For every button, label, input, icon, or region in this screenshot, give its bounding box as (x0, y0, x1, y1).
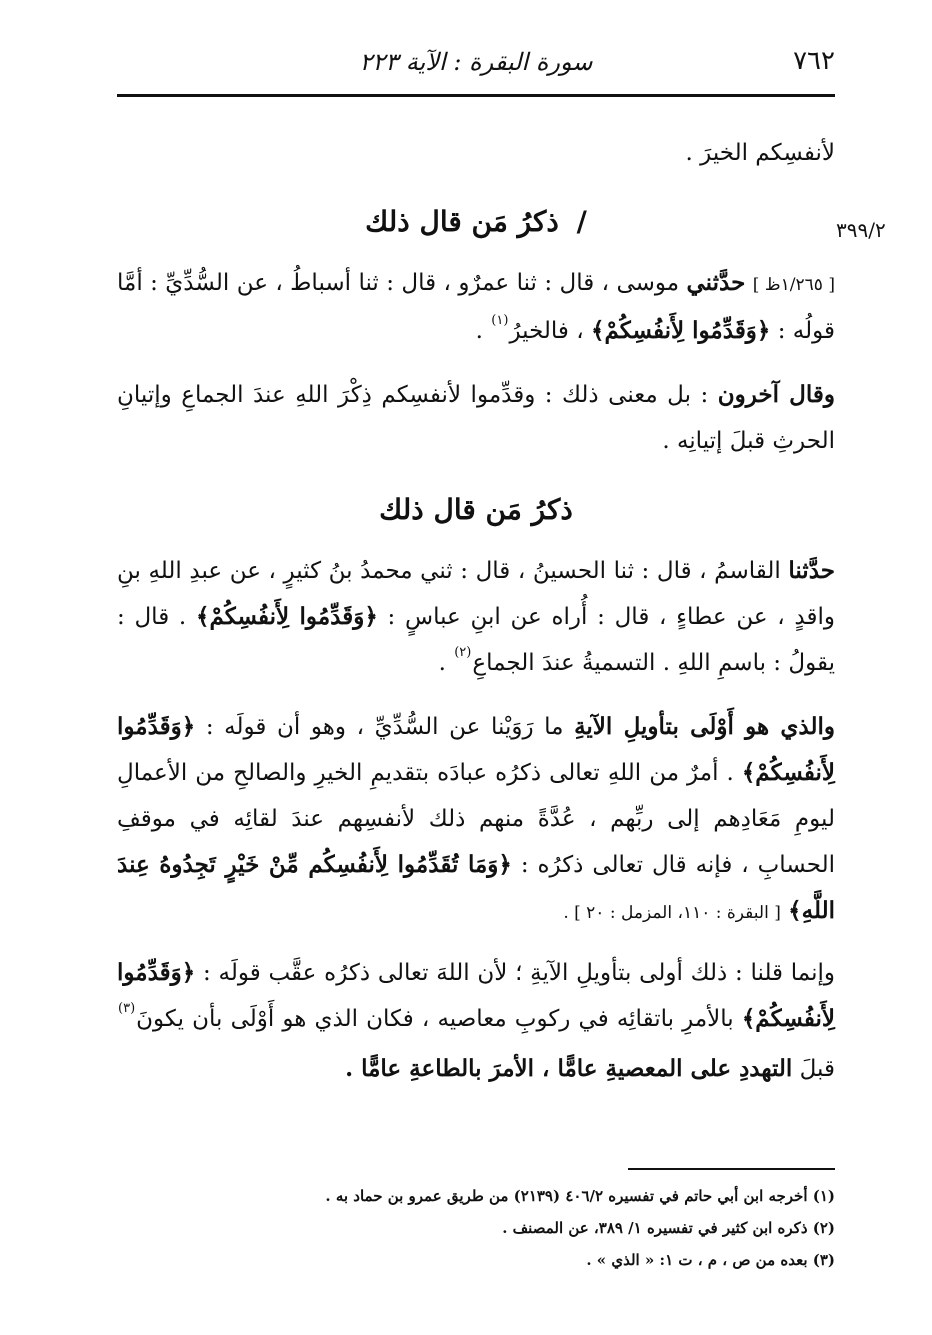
footnote: (٣) بعده من ص ، م ، ت ١: « الذي » . (586, 1251, 835, 1269)
heading-text: ذكرُ مَن قال ذلك (365, 205, 559, 238)
margin-reference: ٣٩٩/٢ (836, 218, 886, 242)
main-text (117, 130, 835, 1092)
footnote-marker: (٣) (118, 1001, 136, 1016)
paragraph-lead: وقال آخرون (717, 381, 835, 408)
section-heading-2: ذكرُ مَن قال ذلك (379, 493, 573, 526)
paragraph-text: وإنما قلنا : ذلك أولى بتأويلِ الآيةِ ؛ لأن اللهَ تعالى ذكرُه عقَّب قولَه : (203, 960, 835, 986)
quran-quote: ﴿وَقَدِّمُوا لِأَنفُسِكُمْ﴾ (590, 317, 771, 344)
paragraph-6 (117, 950, 835, 1092)
quran-quote: ﴿وَقَدِّمُوا لِأَنفُسِكُمْ﴾ (195, 603, 378, 630)
paragraph-text-bold: التهددِ على المعصيةِ عامًّا ، الأمرَ بالطاعةِ عامًّا . (345, 1055, 793, 1082)
paragraph-text: . (475, 318, 483, 344)
footnote: (٢) ذكره ابن كثير في تفسيره ١/ ٣٨٩، عن المصنف . (502, 1219, 835, 1237)
footnote-marker: (١) (491, 313, 509, 328)
paragraph-text: . (438, 650, 446, 676)
page-header (117, 42, 835, 92)
paragraph-text: . قال : يقولُ : باسمِ اللهِ . التسميةُ عندَ الجماعِ (117, 604, 835, 676)
running-title: سورة البقرة : الآية ٢٢٣ (359, 48, 593, 76)
manuscript-reference: [ ١/٢٦٥ظ ] (752, 275, 836, 295)
paragraph-2 (117, 260, 835, 358)
footnote-rule (628, 1168, 835, 1170)
paragraph-5 (117, 704, 835, 936)
verse-reference: [ البقرة : ١١٠، المزمل : ٢٠ ] . (563, 903, 781, 923)
quran-quote: ﴿وَقَدِّمُوا لِأَنفُسِكُمْ﴾ (117, 713, 835, 786)
page-number: ٧٦٢ (793, 46, 835, 76)
paragraph-lead: حدَّثنا (788, 557, 835, 584)
paragraph-text: : بل معنى ذلك : وقدِّموا لأنفسِكم ذِكْرَ اللهِ عندَ الجماعِ وإتيانِ الحرثِ قبلَ إتيانِه . (117, 382, 835, 454)
quran-quote: ﴿وَقَدِّمُوا لِأَنفُسِكُمْ﴾ (117, 959, 835, 1032)
paragraph-text: موسى ، قال : ثنا عمرٌو ، قال : ثنا أسباطُ ، عن السُّدِّيِّ : أمَّا قولُه : (117, 270, 835, 344)
paragraph-text: بالأمرِ باتقائِه في ركوبِ معاصيه ، فكان الذي هو أَوْلَى بأن يكونَ (136, 1006, 734, 1032)
header-rule (117, 94, 835, 97)
footnotes (117, 1180, 835, 1276)
paragraph-1: لأنفسِكم الخيرَ . (685, 140, 835, 166)
quran-quote: ﴿وَمَا تُقَدِّمُوا لِأَنفُسِكُم مِّنْ خَيْرٍ تَجِدُوهُ عِندَ اللَّهِ﴾ (117, 851, 835, 924)
footnote-marker: (٢) (454, 645, 472, 660)
paragraph-text: ما رَوَيْنا عن السُّدِّيِّ ، وهو أن قولَه : (205, 714, 564, 740)
paragraph-3 (117, 372, 835, 464)
paragraph-4 (117, 548, 835, 690)
paragraph-text: القاسمُ ، قال : ثنا الحسينُ ، قال : ثني محمدُ بنُ كثيرٍ ، عن عبدِ اللهِ بنِ واقدٍ ، عن عطاءٍ ، قال : أُراه عن ابنِ عباسٍ : (117, 558, 835, 630)
footnote: (١) أخرجه ابن أبي حاتم في تفسيره ٤٠٦/٢ (٢١٣٩) من طريق عمرو بن حماد به . (325, 1187, 835, 1205)
paragraph-lead: والذي هو أَوْلَى بتأويلِ الآيةِ (574, 713, 836, 740)
paragraph-lead: حدَّثني (686, 269, 746, 296)
heading-slash: / (576, 205, 587, 238)
section-heading-1 (117, 198, 835, 246)
paragraph-text: ، فالخيرُ (509, 318, 584, 344)
paragraph-text: قبلَ (799, 1056, 835, 1082)
paragraph-text: . أمرٌ من اللهِ تعالى ذكرُه عبادَه بتقديمِ الخيرِ والصالحِ من الأعمالِ ليومِ مَعَادِهم إلى ربِّهم ، عُدَّةً منهم ذلك لأنفسِهم عندَ لقائِه في موقفِ الحسابِ ، فإنه قال تعالى ذكرُه : (117, 760, 835, 878)
